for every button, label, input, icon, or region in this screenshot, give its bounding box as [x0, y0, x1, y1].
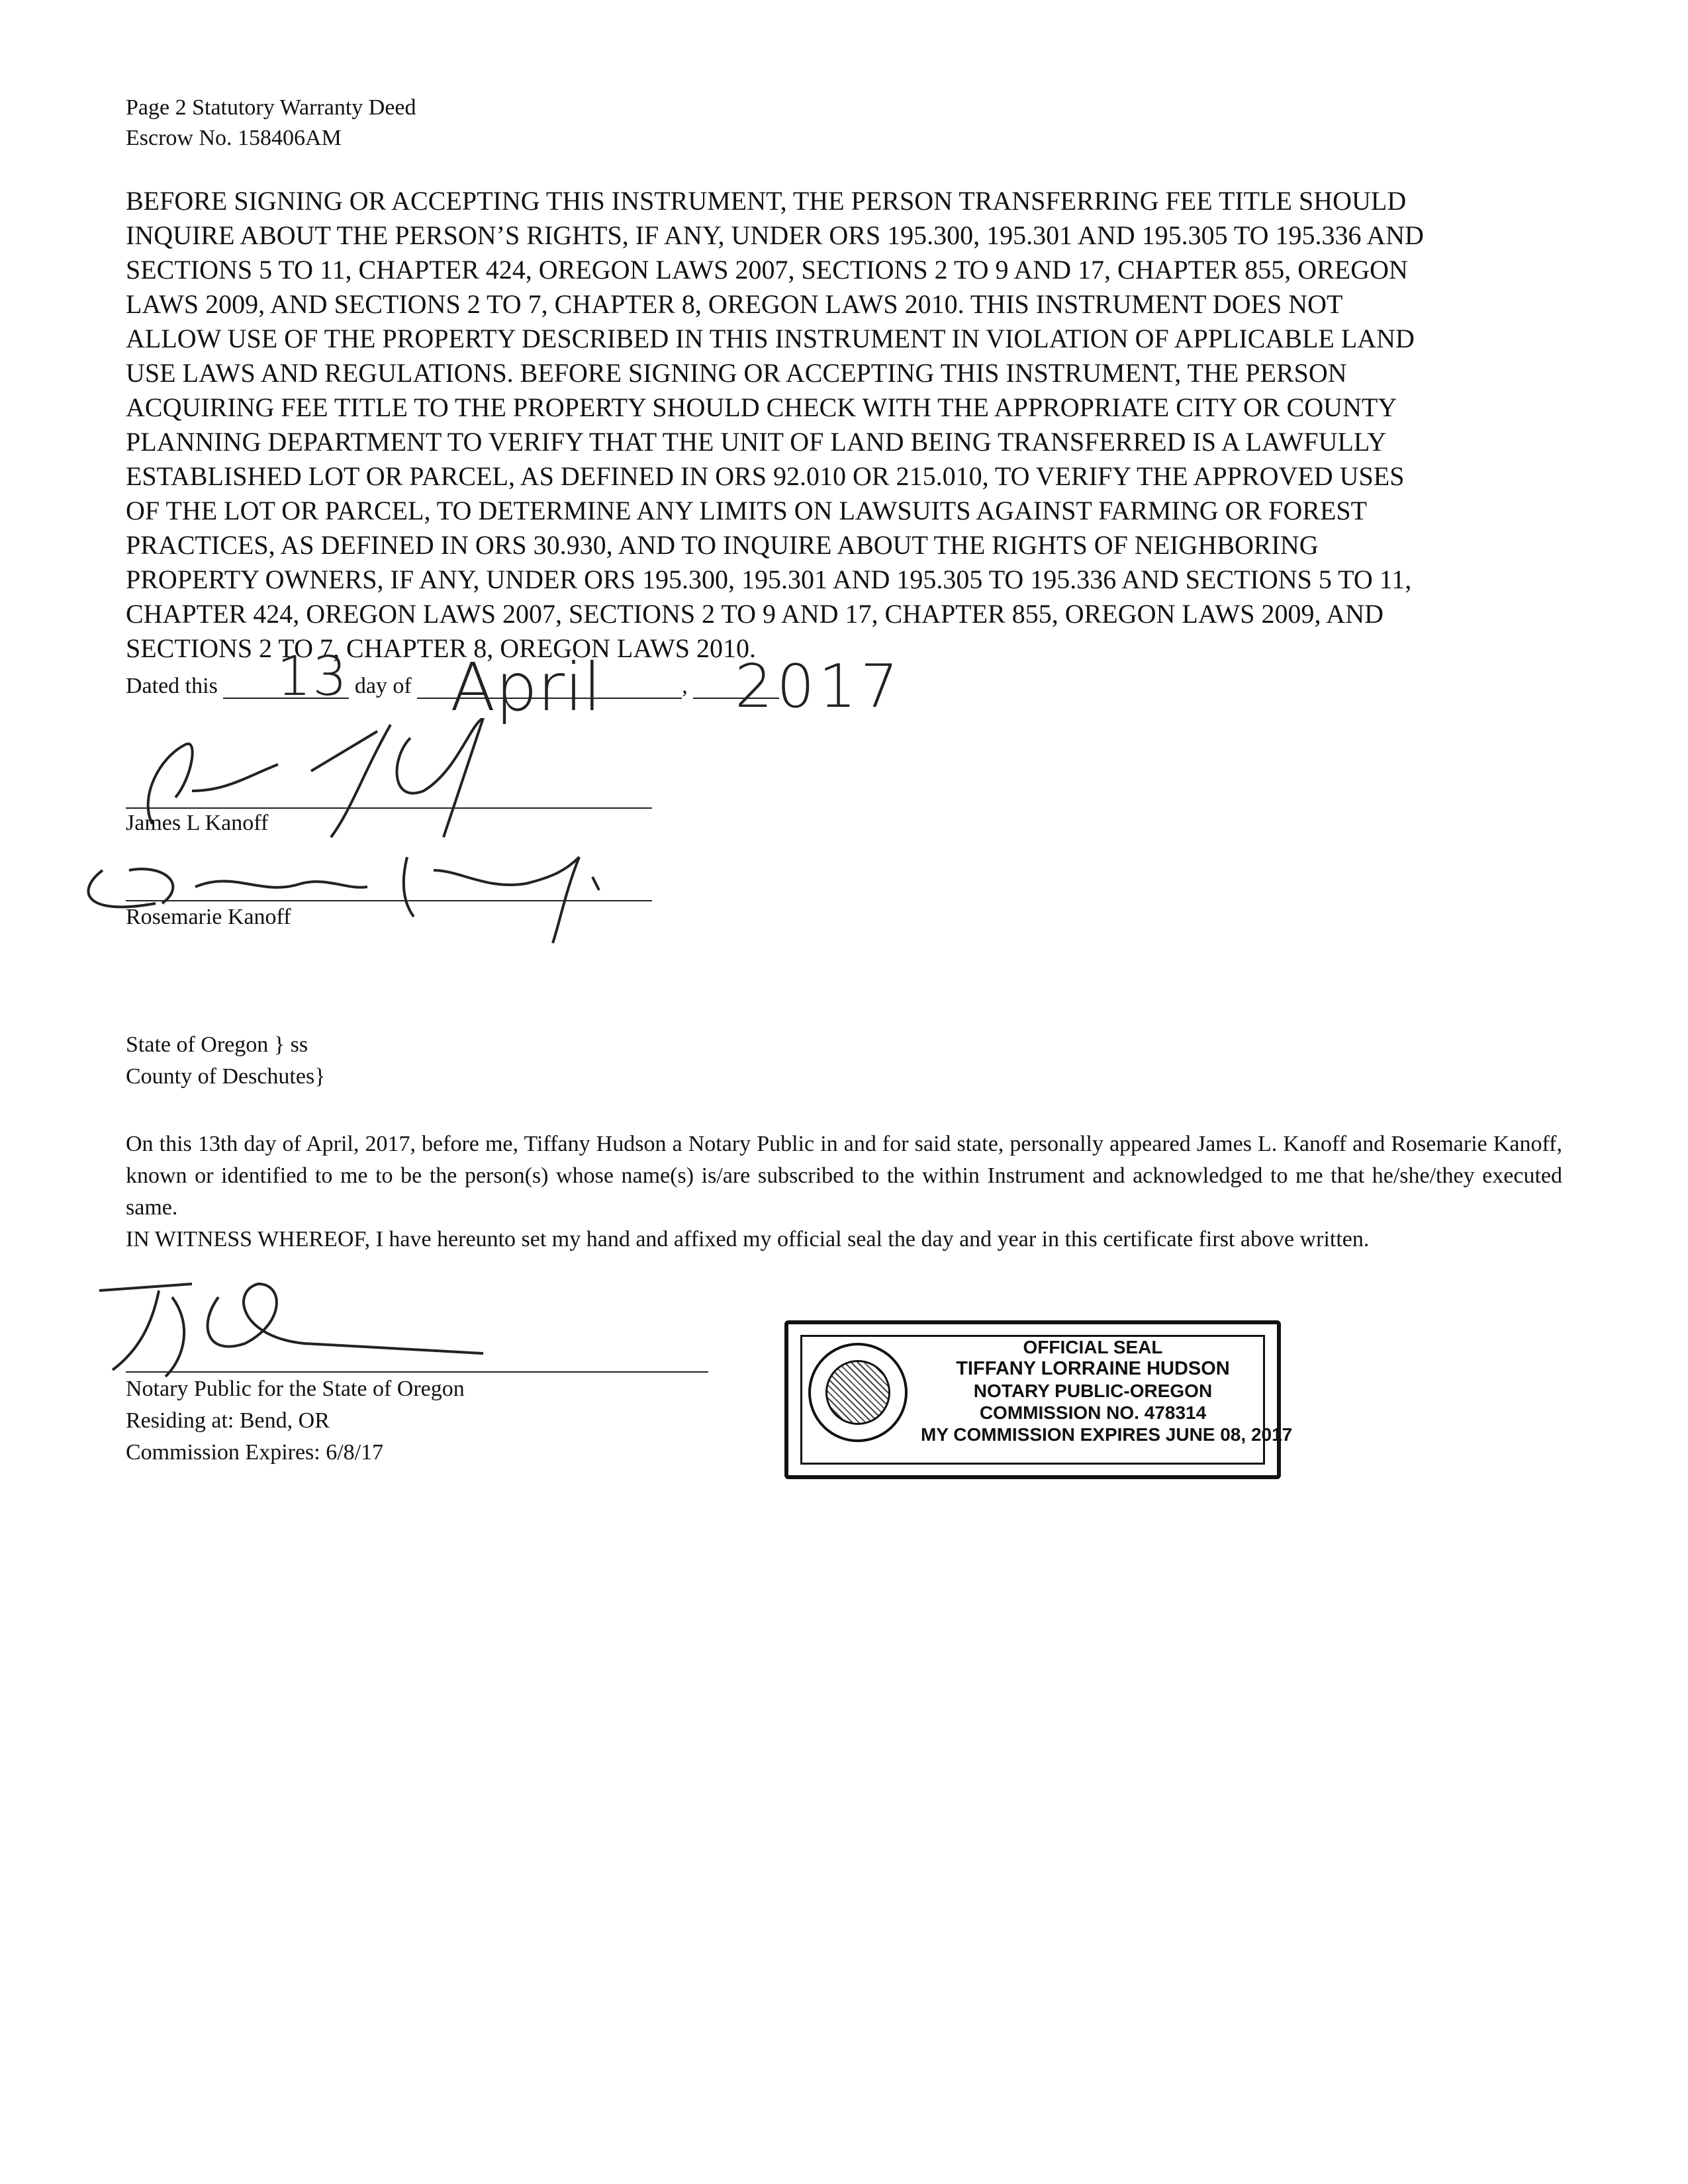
- handwritten-day: 13: [277, 645, 349, 708]
- page-title: Page 2 Statutory Warranty Deed: [126, 95, 416, 120]
- notary-signature-line: [126, 1371, 708, 1373]
- seal-commission-expires: MY COMMISSION EXPIRES JUNE 08, 2017: [921, 1424, 1293, 1445]
- venue-state: State of Oregon } ss: [126, 1032, 308, 1057]
- notary-residing: Residing at: Bend, OR: [126, 1408, 330, 1433]
- signature-line-1: [126, 807, 652, 809]
- signer-name-1: James L Kanoff: [126, 811, 269, 835]
- warning-line: SECTIONS 5 TO 11, CHAPTER 424, OREGON LAWS 2007, SECTIONS 2 TO 9 AND 17, CHAPTER 855, OREGON: [126, 255, 1408, 285]
- warning-line: ALLOW USE OF THE PROPERTY DESCRIBED IN THIS INSTRUMENT IN VIOLATION OF APPLICABLE LAND: [126, 324, 1415, 353]
- warning-line: ACQUIRING FEE TITLE TO THE PROPERTY SHOULD CHECK WITH THE APPROPRIATE CITY OR COUNTY: [126, 392, 1397, 422]
- document-header: [126, 93, 416, 154]
- acknowledgment-paragraph: On this 13th day of April, 2017, before me, Tiffany Hudson a Notary Public in and for said state, personally appeared James L. Kanoff and Rosemarie Kanoff, known or identified to me to be the person(s) whose name(s) is/are subscribed to the within Instrument and acknowledged to me that he/she/they executed same.: [126, 1132, 1562, 1220]
- dated-comma: ,: [682, 674, 688, 698]
- escrow-number: Escrow No. 158406AM: [126, 126, 342, 150]
- handwritten-month: April: [450, 649, 602, 726]
- venue-block: [126, 1029, 326, 1093]
- notary-block: [126, 1373, 465, 1469]
- statutory-warning: [126, 184, 1582, 666]
- warning-line: SECTIONS 2 TO 7, CHAPTER 8, OREGON LAWS 2010.: [126, 633, 757, 663]
- warning-line: LAWS 2009, AND SECTIONS 2 TO 7, CHAPTER 8, OREGON LAWS 2010. THIS INSTRUMENT DOES NOT: [126, 289, 1343, 319]
- signature-rosemarie-kanoff: [63, 831, 659, 950]
- warning-line: PRACTICES, AS DEFINED IN ORS 30.930, AND TO INQUIRE ABOUT THE RIGHTS OF NEIGHBORING: [126, 530, 1319, 560]
- warning-line: PROPERTY OWNERS, IF ANY, UNDER ORS 195.300, 195.301 AND 195.305 TO 195.336 AND SECTIONS 5 TO 11,: [126, 565, 1412, 594]
- notary-expires: Commission Expires: 6/8/17: [126, 1440, 384, 1465]
- venue-county: County of Deschutes}: [126, 1064, 326, 1089]
- handwritten-year: 2017: [735, 652, 903, 721]
- witness-paragraph: IN WITNESS WHEREOF, I have hereunto set my hand and affixed my official seal the day and year in this certificate first above written.: [126, 1227, 1370, 1251]
- warning-line: CHAPTER 424, OREGON LAWS 2007, SECTIONS 2 TO 9 AND 17, CHAPTER 855, OREGON LAWS 2009, AND: [126, 599, 1383, 629]
- signer-name-2: Rosemarie Kanoff: [126, 905, 291, 929]
- seal-notary-state: NOTARY PUBLIC-OREGON: [973, 1381, 1213, 1401]
- signature-line-2: [126, 900, 652, 901]
- acknowledgment-block: [126, 1128, 1562, 1255]
- notary-title: Notary Public for the State of Oregon: [126, 1377, 465, 1401]
- warning-line: OF THE LOT OR PARCEL, TO DETERMINE ANY LIMITS ON LAWSUITS AGAINST FARMING OR FOREST: [126, 496, 1368, 525]
- state-seal-center-icon: [825, 1360, 890, 1425]
- state-seal-icon: [808, 1343, 908, 1442]
- signature-notary: [86, 1271, 510, 1383]
- seal-text: [921, 1336, 1293, 1445]
- dated-prefix: Dated this: [126, 674, 218, 698]
- seal-notary-name: TIFFANY LORRAINE HUDSON: [956, 1358, 1230, 1379]
- official-seal-stamp: [784, 1320, 1293, 1479]
- warning-line: PLANNING DEPARTMENT TO VERIFY THAT THE UNIT OF LAND BEING TRANSFERRED IS A LAWFULLY: [126, 427, 1387, 457]
- warning-line: USE LAWS AND REGULATIONS. BEFORE SIGNING OR ACCEPTING THIS INSTRUMENT, THE PERSON: [126, 358, 1347, 388]
- warning-line: ESTABLISHED LOT OR PARCEL, AS DEFINED IN ORS 92.010 OR 215.010, TO VERIFY THE APPROVED USES: [126, 461, 1405, 491]
- day-of-label: day of: [354, 674, 412, 698]
- warning-line: BEFORE SIGNING OR ACCEPTING THIS INSTRUMENT, THE PERSON TRANSFERRING FEE TITLE SHOULD: [126, 186, 1407, 216]
- seal-commission-number: COMMISSION NO. 478314: [979, 1402, 1207, 1423]
- seal-heading: OFFICIAL SEAL: [1023, 1337, 1163, 1357]
- warning-line: INQUIRE ABOUT THE PERSON’S RIGHTS, IF ANY, UNDER ORS 195.300, 195.301 AND 195.305 TO 195.336 AND: [126, 220, 1424, 250]
